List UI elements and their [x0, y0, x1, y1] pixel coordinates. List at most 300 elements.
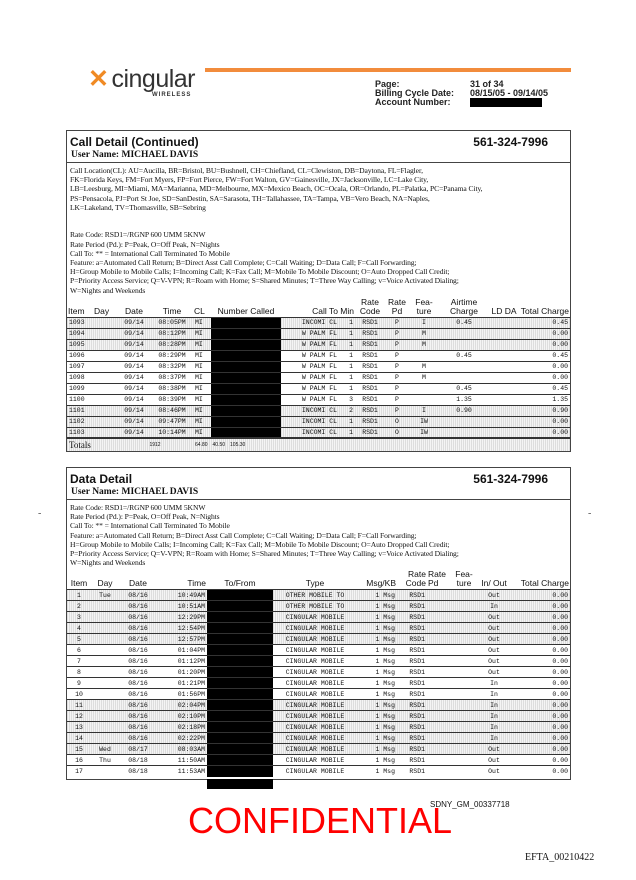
column-header: Total Charge	[520, 305, 569, 316]
cell-type: OTHER MOBILE TO	[273, 601, 357, 612]
cell-day	[93, 361, 117, 372]
column-header: Call To	[312, 305, 338, 316]
cell-fea-ture	[451, 755, 477, 766]
legend-line: W=Nights and Weekends	[70, 558, 146, 568]
data-detail-header	[67, 468, 570, 500]
cell-fea-ture	[451, 590, 477, 601]
cell-total-charge: 0.45	[519, 317, 570, 328]
cell-rate-code: RSD1	[355, 350, 385, 361]
cell-time: 12:29PM	[157, 612, 207, 623]
cingular-logo	[88, 64, 195, 94]
column-header: Fea- ture	[415, 296, 433, 316]
cell-total-charge: 0.45	[519, 383, 570, 394]
section-title: Data Detail	[70, 472, 133, 486]
cell-ld-da	[489, 350, 519, 361]
cell-in-out: Out	[477, 634, 511, 645]
column-header: Day	[97, 578, 113, 589]
cell-item: 1103	[67, 427, 93, 438]
data-detail-legend	[67, 500, 570, 570]
cell-item: 1101	[67, 405, 93, 416]
cell-type: CINGULAR MOBILE	[273, 744, 357, 755]
user-name: User Name: MICHAEL DAVIS	[71, 150, 199, 160]
table-row	[67, 645, 570, 656]
table-row	[67, 416, 570, 427]
table-row	[67, 612, 570, 623]
cell-total-charge: 0.00	[511, 678, 570, 689]
cell-msg-kb: 1 Msg	[357, 755, 397, 766]
cell-total-charge: 0.90	[519, 405, 570, 416]
cell-total-charge: 0.00	[511, 623, 570, 634]
call-detail-header	[67, 131, 570, 163]
cell-cl: MI	[193, 383, 211, 394]
cell-airtime-charge: 0.45	[439, 383, 489, 394]
column-header: Min	[340, 305, 354, 316]
cell-ld-da	[489, 383, 519, 394]
cell-rate-pd: P	[385, 394, 409, 405]
cell-day	[93, 405, 117, 416]
cell-call-to: W PALM FL	[281, 328, 339, 339]
cell-total-charge: 0.00	[511, 766, 570, 777]
cell-fea-ture	[451, 722, 477, 733]
cell-time: 01:04PM	[157, 645, 207, 656]
cell-total-charge: 0.00	[511, 656, 570, 667]
cell-total-charge: 0.00	[511, 722, 570, 733]
cell-airtime-charge	[439, 427, 489, 438]
cell-date: 09/14	[117, 383, 151, 394]
cell-fea-ture	[451, 656, 477, 667]
cell-msg-kb: 1 Msg	[357, 590, 397, 601]
table-row	[67, 427, 570, 438]
cell-call-to: W PALM FL	[281, 361, 339, 372]
cell-fea-ture	[451, 645, 477, 656]
cell-fea-ture: I	[409, 317, 439, 328]
cell-ld-da	[489, 405, 519, 416]
cell-day	[91, 689, 119, 700]
table-row	[67, 755, 570, 766]
cell-item: 17	[67, 766, 91, 777]
legend-line: Rate Code: RSD1=/RGNP 600 UMM 5KNW	[70, 230, 206, 240]
cell-in-out: Out	[477, 656, 511, 667]
redacted-cell	[211, 416, 281, 427]
cell-day	[91, 678, 119, 689]
cell-time: 10:49AM	[157, 590, 207, 601]
cell-time: 08:12PM	[151, 328, 193, 339]
cell-item: 10	[67, 689, 91, 700]
cell-cl: MI	[193, 394, 211, 405]
cell-rate-code: RSD1	[355, 361, 385, 372]
cell-day: Wed	[91, 744, 119, 755]
cell-msg-kb: 1 Msg	[357, 667, 397, 678]
redacted-cell	[207, 722, 273, 733]
cell-fea-ture	[451, 601, 477, 612]
cell-date: 08/16	[119, 689, 157, 700]
section-title: Call Detail (Continued)	[70, 135, 199, 149]
cell-date: 08/18	[119, 766, 157, 777]
cell-item: 1097	[67, 361, 93, 372]
cell-time: 08:03AM	[157, 744, 207, 755]
cell-rate-code: RSD1	[397, 634, 427, 645]
cell-type: CINGULAR MOBILE	[273, 722, 357, 733]
cell-rate-pd: P	[385, 350, 409, 361]
cell-rate-code: RSD1	[397, 755, 427, 766]
cell-ld-da	[489, 427, 519, 438]
cell-call-to: INCOMI CL	[281, 427, 339, 438]
table-row	[67, 623, 570, 634]
cell-call-to: W PALM FL	[281, 394, 339, 405]
cell-total-charge: 0.45	[519, 350, 570, 361]
legend-line: P=Priority Access Service; Q=V-VPN; R=Roam with Home; S=Shared Minutes; T=Three Way Calling; v=Voice Activated Dialing;	[70, 549, 459, 559]
cell-rate-pd	[427, 711, 451, 722]
cell-fea-ture	[451, 733, 477, 744]
table-row	[67, 601, 570, 612]
cell-time: 08:39PM	[151, 394, 193, 405]
cell-min: 1	[339, 328, 355, 339]
table-row	[67, 361, 570, 372]
cell-rate-pd	[427, 623, 451, 634]
cell-fea-ture	[451, 678, 477, 689]
cell-time: 08:05PM	[151, 317, 193, 328]
redacted-cell	[207, 623, 273, 634]
cell-item: 6	[67, 645, 91, 656]
cell-call-to: W PALM FL	[281, 350, 339, 361]
cell-rate-pd	[427, 590, 451, 601]
cell-cl: MI	[193, 361, 211, 372]
totals-amounts	[193, 438, 281, 451]
cell-fea-ture	[451, 634, 477, 645]
column-header: Item	[70, 578, 88, 589]
cell-in-out: Out	[477, 623, 511, 634]
cycle-label: Billing Cycle Date:	[375, 88, 455, 98]
cell-day	[91, 656, 119, 667]
cell-item: 13	[67, 722, 91, 733]
cell-rate-code: RSD1	[355, 405, 385, 416]
redacted-cell	[207, 744, 273, 755]
cell-airtime-charge	[439, 339, 489, 350]
table-row	[67, 383, 570, 394]
cell-rate-code: RSD1	[355, 383, 385, 394]
cell-cl: MI	[193, 317, 211, 328]
cell-date: 09/14	[117, 372, 151, 383]
cell-in-out: In	[477, 689, 511, 700]
cell-msg-kb: 1 Msg	[357, 700, 397, 711]
cell-in-out: Out	[477, 744, 511, 755]
cell-total-charge: 0.00	[511, 700, 570, 711]
cell-item: 9	[67, 678, 91, 689]
cell-date: 08/16	[119, 656, 157, 667]
cell-fea-ture: M	[409, 339, 439, 350]
cell-date: 08/16	[119, 722, 157, 733]
cell-fea-ture	[409, 383, 439, 394]
table-row	[67, 667, 570, 678]
to-from-redaction-extension	[207, 779, 273, 789]
cell-in-out: In	[477, 601, 511, 612]
table-row	[67, 678, 570, 689]
user-name: User Name: MICHAEL DAVIS	[71, 487, 199, 497]
cell-rate-pd	[427, 689, 451, 700]
cell-type: CINGULAR MOBILE	[273, 612, 357, 623]
cell-date: 08/16	[119, 601, 157, 612]
cell-fea-ture: IW	[409, 416, 439, 427]
cell-msg-kb: 1 Msg	[357, 722, 397, 733]
cell-date: 09/14	[117, 328, 151, 339]
legend-line: LB=Leesburg, MI=Miami, MA=Marianna, MD=Melbourne, MX=Mexico Beach, OC=Ocala, OR=Orlando, PL=Palatka, PC=Panama City,	[70, 184, 483, 194]
cell-rate-pd	[427, 667, 451, 678]
table-row	[67, 722, 570, 733]
cell-day: Tue	[91, 590, 119, 601]
cell-rate-code: RSD1	[355, 328, 385, 339]
cell-total-charge: 0.00	[511, 590, 570, 601]
cell-ld-da	[489, 328, 519, 339]
cell-time: 08:28PM	[151, 339, 193, 350]
cell-ld-da	[489, 394, 519, 405]
cell-total-charge: 0.00	[519, 427, 570, 438]
cell-date: 09/14	[117, 350, 151, 361]
legend-line: Feature: a=Automated Call Return; B=Direct Asst Call Complete; C=Call Waiting; D=Data Call; F=Call Forwarding;	[70, 530, 417, 540]
call-detail-table	[67, 298, 570, 452]
cell-ld-da	[489, 361, 519, 372]
cell-rate-pd: P	[385, 383, 409, 394]
cell-rate-pd	[427, 656, 451, 667]
cell-total-charge: 0.00	[511, 667, 570, 678]
cell-day	[93, 328, 117, 339]
cell-rate-code: RSD1	[397, 733, 427, 744]
cell-rate-code: RSD1	[397, 744, 427, 755]
cell-fea-ture	[409, 394, 439, 405]
cell-in-out: In	[477, 722, 511, 733]
cell-cl: MI	[193, 350, 211, 361]
cell-type: CINGULAR MOBILE	[273, 645, 357, 656]
redacted-cell	[211, 317, 281, 328]
cell-rate-code: RSD1	[397, 667, 427, 678]
cell-rate-code: RSD1	[397, 711, 427, 722]
column-header: Rate Pd	[388, 296, 406, 316]
table-row	[67, 634, 570, 645]
legend-line: Call Location(CL): AU=Aucilla, BR=Bristol, BU=Bushnell, CH=Chiefland, CL=Clewiston, DB=Daytona, FL=Flagler,	[70, 166, 423, 175]
cell-total-charge: 0.00	[519, 372, 570, 383]
cell-total-charge: 0.00	[511, 612, 570, 623]
cell-cl: MI	[193, 427, 211, 438]
column-header: Time	[162, 305, 182, 316]
cell-in-out: In	[477, 711, 511, 722]
cell-call-to: W PALM FL	[281, 372, 339, 383]
cell-fea-ture	[409, 350, 439, 361]
cell-day	[91, 722, 119, 733]
table-row	[67, 339, 570, 350]
cell-msg-kb: 1 Msg	[357, 601, 397, 612]
cell-rate-pd	[427, 700, 451, 711]
cell-date: 09/14	[117, 416, 151, 427]
cell-total-charge: 0.00	[511, 601, 570, 612]
cell-total-charge: 0.00	[519, 416, 570, 427]
cell-item: 1098	[67, 372, 93, 383]
cell-time: 08:32PM	[151, 361, 193, 372]
cell-time: 12:57PM	[157, 634, 207, 645]
cell-time: 12:54PM	[157, 623, 207, 634]
cell-time: 02:22PM	[157, 733, 207, 744]
cell-type: CINGULAR MOBILE	[273, 656, 357, 667]
cell-fea-ture: M	[409, 328, 439, 339]
cell-time: 08:37PM	[151, 372, 193, 383]
cell-item: 1094	[67, 328, 93, 339]
cell-item: 11	[67, 700, 91, 711]
table-row	[67, 394, 570, 405]
cell-rate-code: RSD1	[397, 645, 427, 656]
cell-type: CINGULAR MOBILE	[273, 634, 357, 645]
cell-rate-pd	[427, 678, 451, 689]
cell-total-charge: 1.35	[519, 394, 570, 405]
cell-min: 1	[339, 317, 355, 328]
cell-rate-pd	[427, 601, 451, 612]
table-row	[67, 689, 570, 700]
cell-airtime-charge	[439, 372, 489, 383]
cell-fea-ture	[451, 766, 477, 777]
redacted-cell	[211, 339, 281, 350]
cell-time: 02:04PM	[157, 700, 207, 711]
legend-line: FK=Florida Keys, FM=Fort Myers, FP=Fort Pierce, FW=Fort Walton, GV=Gainesville, JX=Jacksonville, LC=Lake City,	[70, 175, 429, 185]
cell-in-out: In	[477, 700, 511, 711]
cell-date: 09/14	[117, 317, 151, 328]
cell-item: 1	[67, 590, 91, 601]
cell-min: 1	[339, 339, 355, 350]
cell-date: 09/14	[117, 394, 151, 405]
column-header: To/From	[224, 578, 256, 589]
cell-call-to: INCOMI CL	[281, 416, 339, 427]
cycle-value: 08/15/05 - 09/14/05	[470, 88, 549, 98]
cell-date: 09/14	[117, 427, 151, 438]
cell-day	[93, 394, 117, 405]
redacted-cell	[207, 711, 273, 722]
cell-day	[91, 733, 119, 744]
column-header: In/ Out	[481, 578, 507, 589]
cell-ld-da	[489, 317, 519, 328]
cell-time: 10:14PM	[151, 427, 193, 438]
cell-total-charge: 0.00	[511, 711, 570, 722]
cell-time: 02:18PM	[157, 722, 207, 733]
cell-rate-pd	[427, 755, 451, 766]
column-header: Item	[68, 305, 85, 316]
cell-rate-code: RSD1	[397, 700, 427, 711]
cell-airtime-charge	[439, 361, 489, 372]
cell-rate-pd: O	[385, 427, 409, 438]
cell-date: 08/16	[119, 612, 157, 623]
redacted-cell	[207, 590, 273, 601]
cell-ld-da	[489, 372, 519, 383]
cell-rate-pd: P	[385, 339, 409, 350]
cell-item: 8	[67, 667, 91, 678]
cell-day	[93, 339, 117, 350]
redacted-cell	[207, 733, 273, 744]
cell-type: CINGULAR MOBILE	[273, 766, 357, 777]
efta-number: EFTA_00210422	[525, 852, 595, 863]
cell-fea-ture	[451, 689, 477, 700]
legend-line: H=Group Mobile to Mobile Calls; I=Incoming Call; K=Fax Call; M=Mobile To Mobile Discount; O=Auto Dropped Call Credit;	[70, 539, 450, 549]
cell-in-out: Out	[477, 645, 511, 656]
logo-subtitle: WIRELESS	[152, 92, 192, 98]
redacted-cell	[207, 755, 273, 766]
cell-rate-pd	[427, 645, 451, 656]
cell-day: Thu	[91, 755, 119, 766]
header-values	[470, 80, 548, 107]
cell-time: 11:53AM	[157, 766, 207, 777]
cell-item: 1102	[67, 416, 93, 427]
cingular-x-icon: ✕	[88, 65, 109, 93]
column-header: Number Called	[217, 305, 275, 316]
redacted-cell	[207, 678, 273, 689]
cell-day	[93, 317, 117, 328]
column-header: Airtime Charge	[450, 296, 478, 316]
table-row	[67, 328, 570, 339]
legend-line: LK=Lakeland, TV=Thomasville, SB=Sebring	[70, 202, 206, 212]
table-row	[67, 317, 570, 328]
cell-time: 01:21PM	[157, 678, 207, 689]
data-detail-table	[67, 570, 570, 777]
redacted-cell	[207, 634, 273, 645]
cell-date: 08/16	[119, 634, 157, 645]
cell-date: 08/16	[119, 623, 157, 634]
column-header: Fea- ture	[455, 569, 473, 589]
redacted-cell	[207, 601, 273, 612]
cell-min: 2	[339, 405, 355, 416]
column-header: Total Charge	[520, 578, 569, 589]
cell-total-charge: 0.00	[519, 361, 570, 372]
call-detail-legend	[67, 163, 570, 298]
cell-in-out: Out	[477, 612, 511, 623]
cell-min: 1	[339, 416, 355, 427]
cell-rate-code: RSD1	[397, 612, 427, 623]
legend-line: Feature: a=Automated Call Return; B=Direct Asst Call Complete; C=Call Waiting; D=Data Call; F=Call Forwarding;	[70, 258, 417, 267]
cell-type: CINGULAR MOBILE	[273, 623, 357, 634]
cell-msg-kb: 1 Msg	[357, 612, 397, 623]
cell-cl: MI	[193, 405, 211, 416]
column-header: Rate Code	[359, 296, 381, 316]
table-row	[67, 656, 570, 667]
table-row	[67, 711, 570, 722]
totals-ldda: 40.50	[212, 442, 226, 449]
column-header: Msg/KB	[366, 578, 396, 589]
totals-label: Totals	[67, 438, 117, 451]
cell-total-charge: 0.00	[519, 339, 570, 350]
cell-msg-kb: 1 Msg	[357, 766, 397, 777]
legend-line: Rate Period (Pd.): P=Peak, O=Off Peak, N=Nights	[70, 512, 220, 522]
cell-item: 2	[67, 601, 91, 612]
column-header: Rate Pd	[428, 569, 446, 589]
cell-in-out: In	[477, 678, 511, 689]
redacted-cell	[211, 394, 281, 405]
column-header: Day	[94, 305, 110, 316]
totals-total: 105.30	[230, 442, 246, 449]
cell-rate-pd: O	[385, 416, 409, 427]
cell-rate-pd: P	[385, 328, 409, 339]
cell-rate-pd	[427, 733, 451, 744]
cell-call-to: INCOMI CL	[281, 317, 339, 328]
cell-date: 08/16	[119, 678, 157, 689]
cell-in-out: In	[477, 733, 511, 744]
column-header: CL	[194, 305, 205, 316]
cell-item: 3	[67, 612, 91, 623]
cell-rate-code: RSD1	[397, 766, 427, 777]
cell-airtime-charge: 0.90	[439, 405, 489, 416]
cell-call-to: W PALM FL	[281, 339, 339, 350]
cell-in-out: Out	[477, 667, 511, 678]
cell-day	[91, 634, 119, 645]
redacted-cell	[207, 667, 273, 678]
cell-time: 10:51AM	[157, 601, 207, 612]
cell-msg-kb: 1 Msg	[357, 689, 397, 700]
cell-item: 4	[67, 623, 91, 634]
cell-total-charge: 0.00	[511, 645, 570, 656]
cell-rate-pd	[427, 634, 451, 645]
cell-rate-pd: P	[385, 405, 409, 416]
